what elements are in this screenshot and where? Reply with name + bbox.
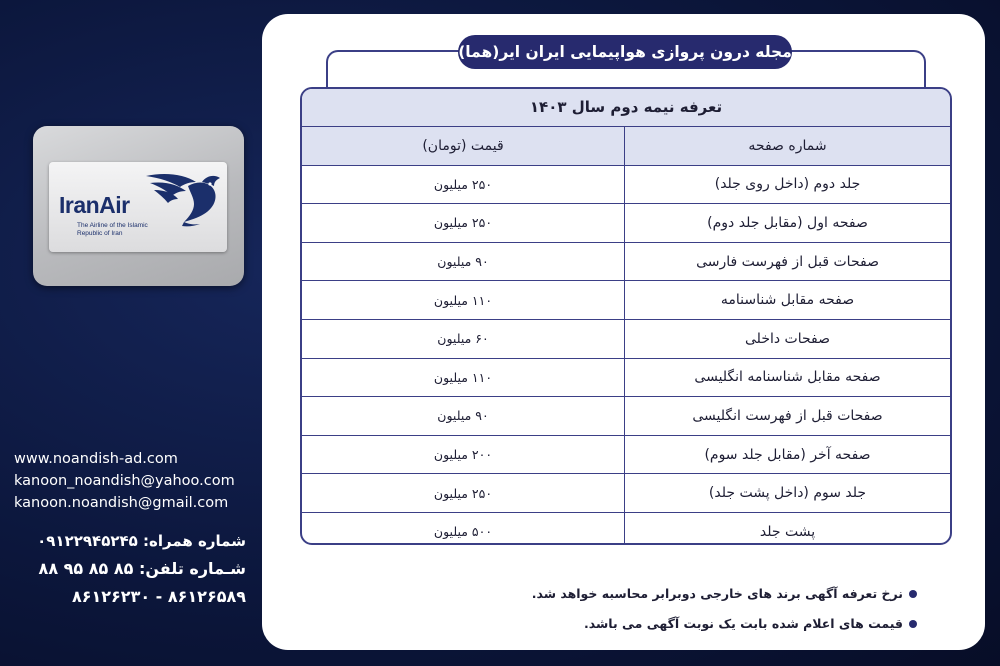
- note-text: نرخ تعرفه آگهی برند های خارجی دوبرابر محاسبه خواهد شد.: [531, 586, 903, 601]
- logo-wordmark: IranAir: [59, 192, 130, 218]
- bullet-icon: [909, 590, 917, 598]
- website-link[interactable]: www.noandish-ad.com: [14, 451, 178, 467]
- page-cell: جلد دوم (داخل روی جلد): [714, 176, 861, 193]
- price-cell: ۲۰۰ میلیون: [302, 436, 625, 474]
- price-cell: ۶۰ میلیون: [302, 320, 625, 358]
- phone-info: [14, 527, 246, 611]
- phone-number-line-2: ۸۶۱۲۶۵۸۹ - ۸۶۱۲۶۲۳۰: [71, 587, 246, 606]
- page-cell: صفحات قبل از فهرست انگلیسی: [692, 407, 883, 424]
- page-cell: صفحه مقابل شناسنامه: [720, 292, 855, 309]
- iranair-logo: [49, 162, 227, 252]
- phone-number-line-1: شـماره تلفن: ۸۵ ۸۵ ۹۵ ۸۸: [38, 559, 246, 578]
- column-header-page: شماره صفحه: [748, 137, 827, 154]
- price-cell: ۵۰۰ میلیون: [302, 513, 625, 545]
- note-item: [582, 609, 917, 639]
- table-title: تعرفه نیمه دوم سال ۱۴۰۳: [302, 89, 950, 127]
- price-cell: ۲۵۰ میلیون: [302, 204, 625, 242]
- rate-card-panel: [262, 14, 985, 650]
- email-yahoo-link[interactable]: kanoon_noandish@yahoo.com: [14, 473, 235, 489]
- page-cell: صفحه اول (مقابل جلد دوم): [707, 214, 868, 231]
- table-row: [302, 320, 950, 359]
- price-cell: ۲۵۰ میلیون: [302, 166, 625, 204]
- table-header-row: [302, 127, 950, 166]
- page-cell: صفحات داخلی: [745, 330, 830, 347]
- table-row: [302, 513, 950, 545]
- price-cell: ۹۰ میلیون: [302, 397, 625, 435]
- contact-info: [14, 448, 254, 514]
- mobile-number: شماره همراه: ۰۹۱۲۲۹۴۵۲۴۵: [37, 532, 246, 550]
- bullet-icon: [909, 620, 917, 628]
- page-cell: صفحه آخر (مقابل جلد سوم): [704, 446, 871, 463]
- table-row: [302, 243, 950, 282]
- email-gmail-link[interactable]: kanoon.noandish@gmail.com: [14, 495, 229, 511]
- iranair-logo-card: [33, 126, 244, 286]
- price-cell: ۹۰ میلیون: [302, 243, 625, 281]
- homa-bird-icon: [144, 168, 224, 228]
- table-row: [302, 166, 950, 205]
- table-row: [302, 359, 950, 398]
- page-cell: پشت جلد: [759, 523, 816, 540]
- note-item: [531, 579, 917, 609]
- page-cell: جلد سوم (داخل پشت جلد): [708, 485, 867, 502]
- table-row: [302, 474, 950, 513]
- price-cell: ۱۱۰ میلیون: [302, 281, 625, 319]
- price-cell: ۱۱۰ میلیون: [302, 359, 625, 397]
- magazine-title: مجله درون پروازی هواپیمایی ایران ایر(هما): [458, 35, 792, 69]
- page-cell: صفحه مقابل شناسنامه انگلیسی: [694, 369, 881, 386]
- price-cell: ۲۵۰ میلیون: [302, 474, 625, 512]
- rate-table: [300, 87, 952, 545]
- table-row: [302, 204, 950, 243]
- column-header-price: قیمت (تومان): [302, 127, 625, 165]
- table-row: [302, 281, 950, 320]
- table-row: [302, 397, 950, 436]
- page-cell: صفحات قبل از فهرست فارسی: [696, 253, 879, 270]
- note-text: قیمت های اعلام شده بابت یک نوبت آگهی می باشد.: [583, 616, 903, 631]
- table-row: [302, 436, 950, 475]
- notes-list: [531, 579, 917, 639]
- logo-tagline: The Airline of the Islamic Republic of Iran: [77, 222, 148, 237]
